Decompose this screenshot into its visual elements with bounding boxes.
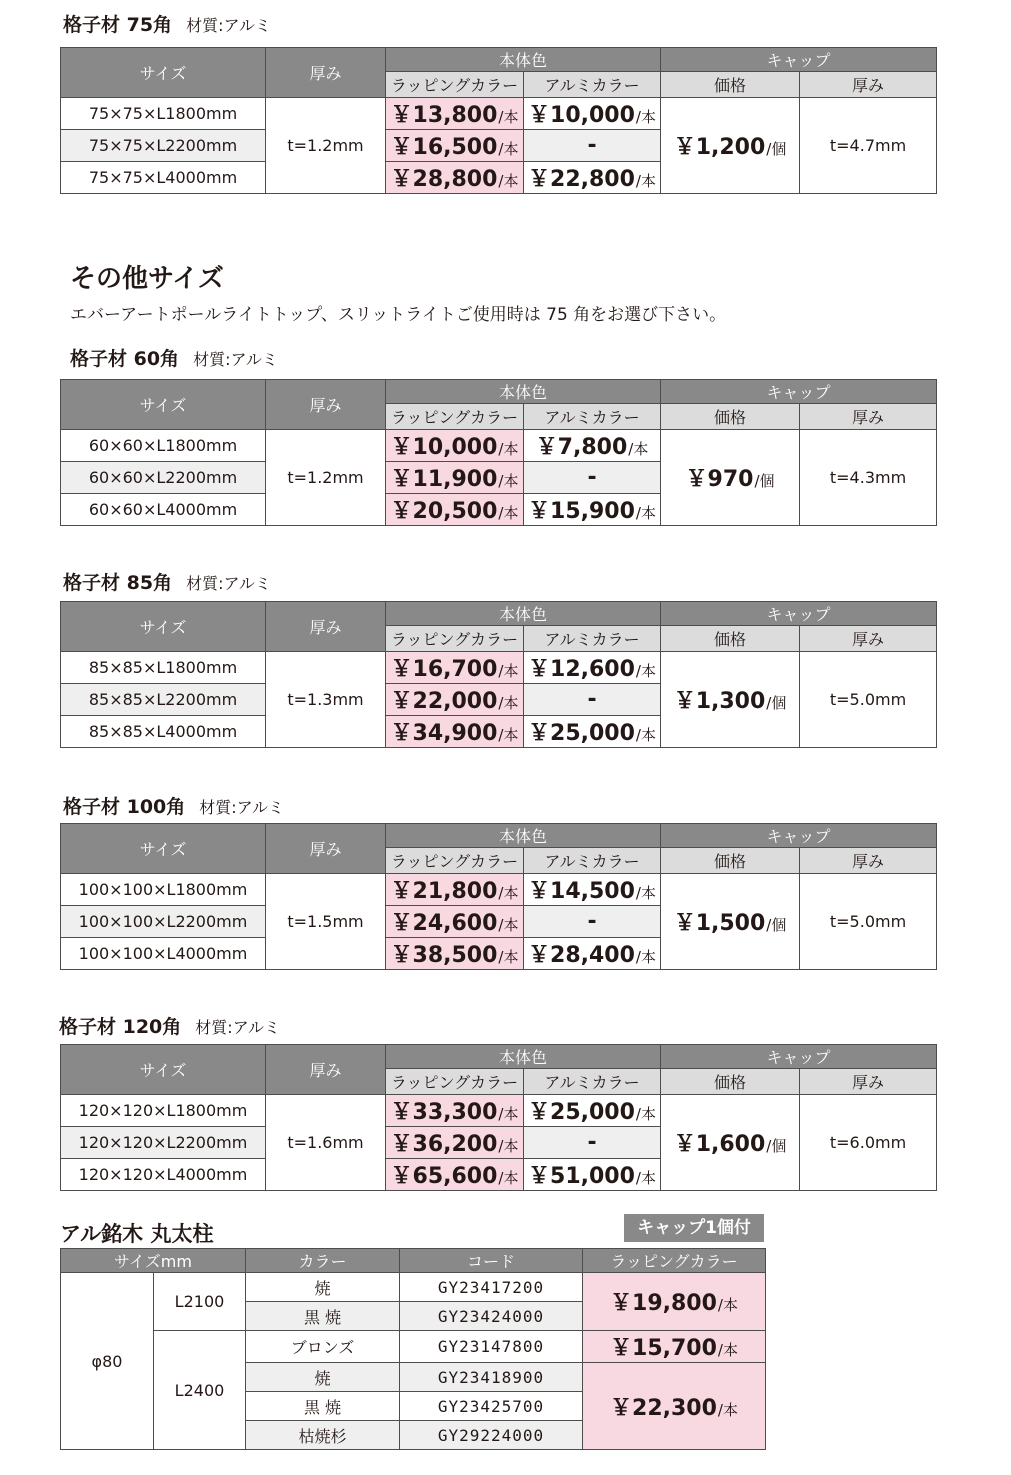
size-cell: 75×75×L1800mm: [61, 98, 266, 130]
price-cell: [583, 1331, 766, 1363]
price-value: ￥14,500: [528, 879, 635, 904]
price-unit: /本: [635, 1105, 656, 1123]
header-wrapping-color: ラッピングカラー: [386, 848, 524, 874]
header-size-mm: サイズmm: [61, 1249, 246, 1273]
price-value: ￥1,200: [673, 135, 766, 160]
price-unit: /本: [635, 948, 656, 966]
header-thickness: 厚み: [266, 48, 386, 98]
price-value: ￥10,000: [390, 435, 498, 460]
price-cell: [583, 1273, 766, 1331]
length-cell: L2100: [154, 1273, 246, 1331]
code-cell: GY29224000: [400, 1421, 583, 1450]
price-value: ￥13,800: [390, 103, 498, 128]
price-value: ￥34,900: [390, 721, 498, 746]
price-value: ￥10,000: [528, 103, 635, 128]
section-title-85: [63, 568, 271, 595]
price-value: ￥38,500: [390, 943, 498, 968]
price-value: ￥25,000: [528, 721, 635, 746]
price-unit: /本: [498, 948, 519, 966]
thickness-cell: t=1.3mm: [266, 652, 386, 748]
size-cell: 60×60×L2200mm: [61, 462, 266, 494]
cap-price-cell: [661, 1095, 800, 1191]
alu-price-cell: [524, 684, 661, 716]
header-body-color: 本体色: [386, 380, 661, 404]
header-size: サイズ: [61, 602, 266, 652]
price-value: ￥22,800: [528, 167, 635, 192]
section-title-text: 格子材 60角: [70, 348, 180, 370]
price-value: -: [587, 465, 597, 490]
wrap-price-cell: [386, 684, 524, 716]
price-unit: /本: [498, 140, 519, 158]
color-cell: ブロンズ: [246, 1331, 400, 1363]
section-title-60: [70, 344, 278, 371]
wrap-price-cell: [386, 98, 524, 130]
header-cap-thickness: 厚み: [800, 404, 937, 430]
thickness-cell: t=1.5mm: [266, 874, 386, 970]
price-unit: /本: [635, 108, 656, 126]
alu-price-cell: [524, 494, 661, 526]
header-cap: キャップ: [661, 602, 937, 626]
section-material: 材質:アルミ: [186, 574, 271, 593]
price-unit: /本: [498, 726, 519, 744]
section-material: 材質:アルミ: [186, 16, 271, 35]
price-unit: /個: [754, 472, 775, 490]
header-wrapping-color: ラッピングカラー: [386, 72, 524, 98]
cap-thickness-cell: t=5.0mm: [800, 652, 937, 748]
header-body-color: 本体色: [386, 48, 661, 72]
section-material: 材質:アルミ: [199, 798, 285, 817]
price-value: ￥25,000: [528, 1100, 635, 1125]
price-table: [60, 1044, 937, 1191]
wrap-price-cell: [386, 906, 524, 938]
price-unit: /本: [635, 504, 656, 522]
wrap-price-cell: [386, 162, 524, 194]
price-table: [60, 823, 937, 970]
header-thickness: 厚み: [266, 602, 386, 652]
header-cap-price: 価格: [661, 72, 800, 98]
price-unit: /個: [766, 694, 787, 712]
wrap-price-cell: [386, 716, 524, 748]
code-cell: GY23418900: [400, 1363, 583, 1392]
price-value: ￥16,500: [390, 135, 498, 160]
header-thickness: 厚み: [266, 1045, 386, 1095]
price-unit: /本: [498, 440, 519, 458]
header-size: サイズ: [61, 1045, 266, 1095]
header-cap-price: 価格: [661, 404, 800, 430]
header-aluminum-color: アルミカラー: [524, 848, 661, 874]
header-cap-price: 価格: [661, 1069, 800, 1095]
diameter-cell: φ80: [61, 1273, 154, 1450]
section-material: 材質:アルミ: [195, 1018, 281, 1037]
price-value: ￥21,800: [390, 879, 498, 904]
cap-price-cell: [661, 98, 800, 194]
price-value: -: [587, 133, 597, 158]
alu-price-cell: [524, 98, 661, 130]
header-aluminum-color: アルミカラー: [524, 404, 661, 430]
color-cell: 焼: [246, 1273, 400, 1302]
cap-price-cell: [661, 652, 800, 748]
size-cell: 100×100×L1800mm: [61, 874, 266, 906]
color-cell: 黒 焼: [246, 1392, 400, 1421]
price-unit: /本: [498, 916, 519, 934]
price-value: -: [587, 687, 597, 712]
header-aluminum-color: アルミカラー: [524, 72, 661, 98]
price-table: [60, 47, 937, 194]
price-value: ￥19,800: [610, 1291, 717, 1316]
size-cell: 100×100×L2200mm: [61, 906, 266, 938]
price-value: ￥16,700: [390, 657, 498, 682]
price-unit: /本: [498, 108, 519, 126]
alu-price-cell: [524, 462, 661, 494]
alu-price-cell: [524, 1127, 661, 1159]
price-unit: /本: [635, 726, 656, 744]
header-wrapping-color: ラッピングカラー: [386, 626, 524, 652]
length-cell: L2400: [154, 1331, 246, 1450]
size-cell: 75×75×L2200mm: [61, 130, 266, 162]
price-table: [60, 601, 937, 748]
color-cell: 焼: [246, 1363, 400, 1392]
cap-thickness-cell: t=4.3mm: [800, 430, 937, 526]
section-title-120: [59, 1012, 280, 1039]
size-cell: 85×85×L1800mm: [61, 652, 266, 684]
price-value: ￥12,600: [528, 657, 635, 682]
header-color: カラー: [246, 1249, 400, 1273]
alu-price-cell: [524, 716, 661, 748]
log-table-title: アル銘木 丸太柱: [60, 1222, 214, 1246]
header-wrapping-color: ラッピングカラー: [583, 1249, 766, 1273]
price-unit: /本: [635, 172, 656, 190]
cap-thickness-cell: t=4.7mm: [800, 98, 937, 194]
wrap-price-cell: [386, 1095, 524, 1127]
price-unit: /本: [498, 662, 519, 680]
price-unit: /本: [498, 504, 519, 522]
wrap-price-cell: [386, 130, 524, 162]
header-thickness: 厚み: [266, 824, 386, 874]
price-unit: /本: [717, 1296, 738, 1314]
price-unit: /個: [766, 140, 787, 158]
price-value: ￥65,600: [390, 1164, 498, 1189]
header-cap: キャップ: [661, 48, 937, 72]
price-value: ￥11,900: [390, 467, 498, 492]
header-body-color: 本体色: [386, 1045, 661, 1069]
size-cell: 120×120×L4000mm: [61, 1159, 266, 1191]
price-value: ￥51,000: [528, 1164, 635, 1189]
wrap-price-cell: [386, 1127, 524, 1159]
size-cell: 75×75×L4000mm: [61, 162, 266, 194]
price-value: ￥20,500: [390, 499, 498, 524]
price-unit: /本: [717, 1400, 738, 1419]
price-unit: /個: [766, 916, 787, 934]
alu-price-cell: [524, 430, 661, 462]
header-cap-thickness: 厚み: [800, 626, 937, 652]
color-cell: 枯焼杉: [246, 1421, 400, 1450]
section-title-text: 格子材 85角: [63, 572, 173, 594]
thickness-cell: t=1.2mm: [266, 430, 386, 526]
header-body-color: 本体色: [386, 824, 661, 848]
header-cap-thickness: 厚み: [800, 72, 937, 98]
alu-price-cell: [524, 906, 661, 938]
price-value: ￥15,700: [610, 1336, 717, 1361]
color-cell: 黒 焼: [246, 1302, 400, 1331]
price-unit: /本: [635, 884, 656, 902]
other-sizes-title: その他サイズ: [70, 264, 224, 294]
price-value: ￥970: [685, 467, 754, 492]
code-cell: GY23147800: [400, 1331, 583, 1363]
price-value: ￥36,200: [390, 1132, 498, 1157]
header-aluminum-color: アルミカラー: [524, 1069, 661, 1095]
code-cell: GY23424000: [400, 1302, 583, 1331]
size-cell: 120×120×L2200mm: [61, 1127, 266, 1159]
cap-thickness-cell: t=6.0mm: [800, 1095, 937, 1191]
wrap-price-cell: [386, 938, 524, 970]
header-cap-thickness: 厚み: [800, 1069, 937, 1095]
alu-price-cell: [524, 652, 661, 684]
price-unit: /個: [766, 1137, 787, 1155]
price-value: ￥22,000: [390, 689, 498, 714]
size-cell: 120×120×L1800mm: [61, 1095, 266, 1127]
header-size: サイズ: [61, 48, 266, 98]
header-cap-price: 価格: [661, 848, 800, 874]
header-size: サイズ: [61, 380, 266, 430]
size-cell: 85×85×L4000mm: [61, 716, 266, 748]
header-body-color: 本体色: [386, 602, 661, 626]
price-value: ￥1,600: [673, 1132, 766, 1157]
section-title-100: [63, 792, 284, 819]
cap-price-cell: [661, 430, 800, 526]
code-cell: GY23425700: [400, 1392, 583, 1421]
price-value: ￥15,900: [528, 499, 635, 524]
header-cap: キャップ: [661, 1045, 937, 1069]
header-aluminum-color: アルミカラー: [524, 626, 661, 652]
wrap-price-cell: [386, 1159, 524, 1191]
price-value: ￥1,500: [673, 911, 766, 936]
alu-price-cell: [524, 130, 661, 162]
price-value: ￥24,600: [390, 911, 498, 936]
price-value: ￥28,800: [390, 167, 498, 192]
size-cell: 60×60×L4000mm: [61, 494, 266, 526]
cap-included-badge: キャップ1個付: [624, 1214, 764, 1242]
wrap-price-cell: [386, 494, 524, 526]
price-value: -: [587, 1130, 597, 1155]
header-thickness: 厚み: [266, 380, 386, 430]
thickness-cell: t=1.6mm: [266, 1095, 386, 1191]
price-unit: /本: [628, 440, 649, 458]
alu-price-cell: [524, 1159, 661, 1191]
cap-thickness-cell: t=5.0mm: [800, 874, 937, 970]
thickness-cell: t=1.2mm: [266, 98, 386, 194]
price-value: ￥28,400: [528, 943, 635, 968]
cap-price-cell: [661, 874, 800, 970]
section-title-75: [63, 10, 271, 37]
header-cap: キャップ: [661, 380, 937, 404]
price-unit: /本: [635, 1169, 656, 1187]
price-table: [60, 379, 937, 526]
code-cell: GY23417200: [400, 1273, 583, 1302]
header-cap-price: 価格: [661, 626, 800, 652]
header-cap-thickness: 厚み: [800, 848, 937, 874]
price-value: ￥7,800: [535, 435, 628, 460]
wrap-price-cell: [386, 874, 524, 906]
header-cap: キャップ: [661, 824, 937, 848]
price-value: -: [587, 909, 597, 934]
price-unit: /本: [498, 694, 519, 712]
header-size: サイズ: [61, 824, 266, 874]
section-title-text: 格子材 120角: [59, 1016, 182, 1038]
alu-price-cell: [524, 1095, 661, 1127]
other-sizes-note: エバーアートポールライトトップ、スリットライトご使用時は 75 角をお選び下さい。: [70, 305, 727, 325]
price-unit: /本: [498, 1137, 519, 1155]
wrap-price-cell: [386, 462, 524, 494]
wrap-price-cell: [386, 430, 524, 462]
alu-price-cell: [524, 162, 661, 194]
section-title-text: 格子材 100角: [63, 796, 186, 818]
price-unit: /本: [498, 884, 519, 902]
header-code: コード: [400, 1249, 583, 1273]
price-value: ￥1,300: [673, 689, 766, 714]
log-pillar-table: [60, 1248, 766, 1450]
price-value: ￥33,300: [390, 1100, 498, 1125]
section-title-text: 格子材 75角: [63, 14, 173, 36]
price-unit: /本: [717, 1341, 738, 1359]
alu-price-cell: [524, 874, 661, 906]
size-cell: 60×60×L1800mm: [61, 430, 266, 462]
price-value: ￥22,300: [610, 1395, 717, 1421]
size-cell: 100×100×L4000mm: [61, 938, 266, 970]
alu-price-cell: [524, 938, 661, 970]
price-cell: [583, 1363, 766, 1450]
price-unit: /本: [635, 662, 656, 680]
wrap-price-cell: [386, 652, 524, 684]
price-unit: /本: [498, 472, 519, 490]
price-unit: /本: [498, 172, 519, 190]
price-unit: /本: [498, 1105, 519, 1123]
price-unit: /本: [498, 1169, 519, 1187]
header-wrapping-color: ラッピングカラー: [386, 404, 524, 430]
section-material: 材質:アルミ: [193, 350, 278, 369]
size-cell: 85×85×L2200mm: [61, 684, 266, 716]
header-wrapping-color: ラッピングカラー: [386, 1069, 524, 1095]
